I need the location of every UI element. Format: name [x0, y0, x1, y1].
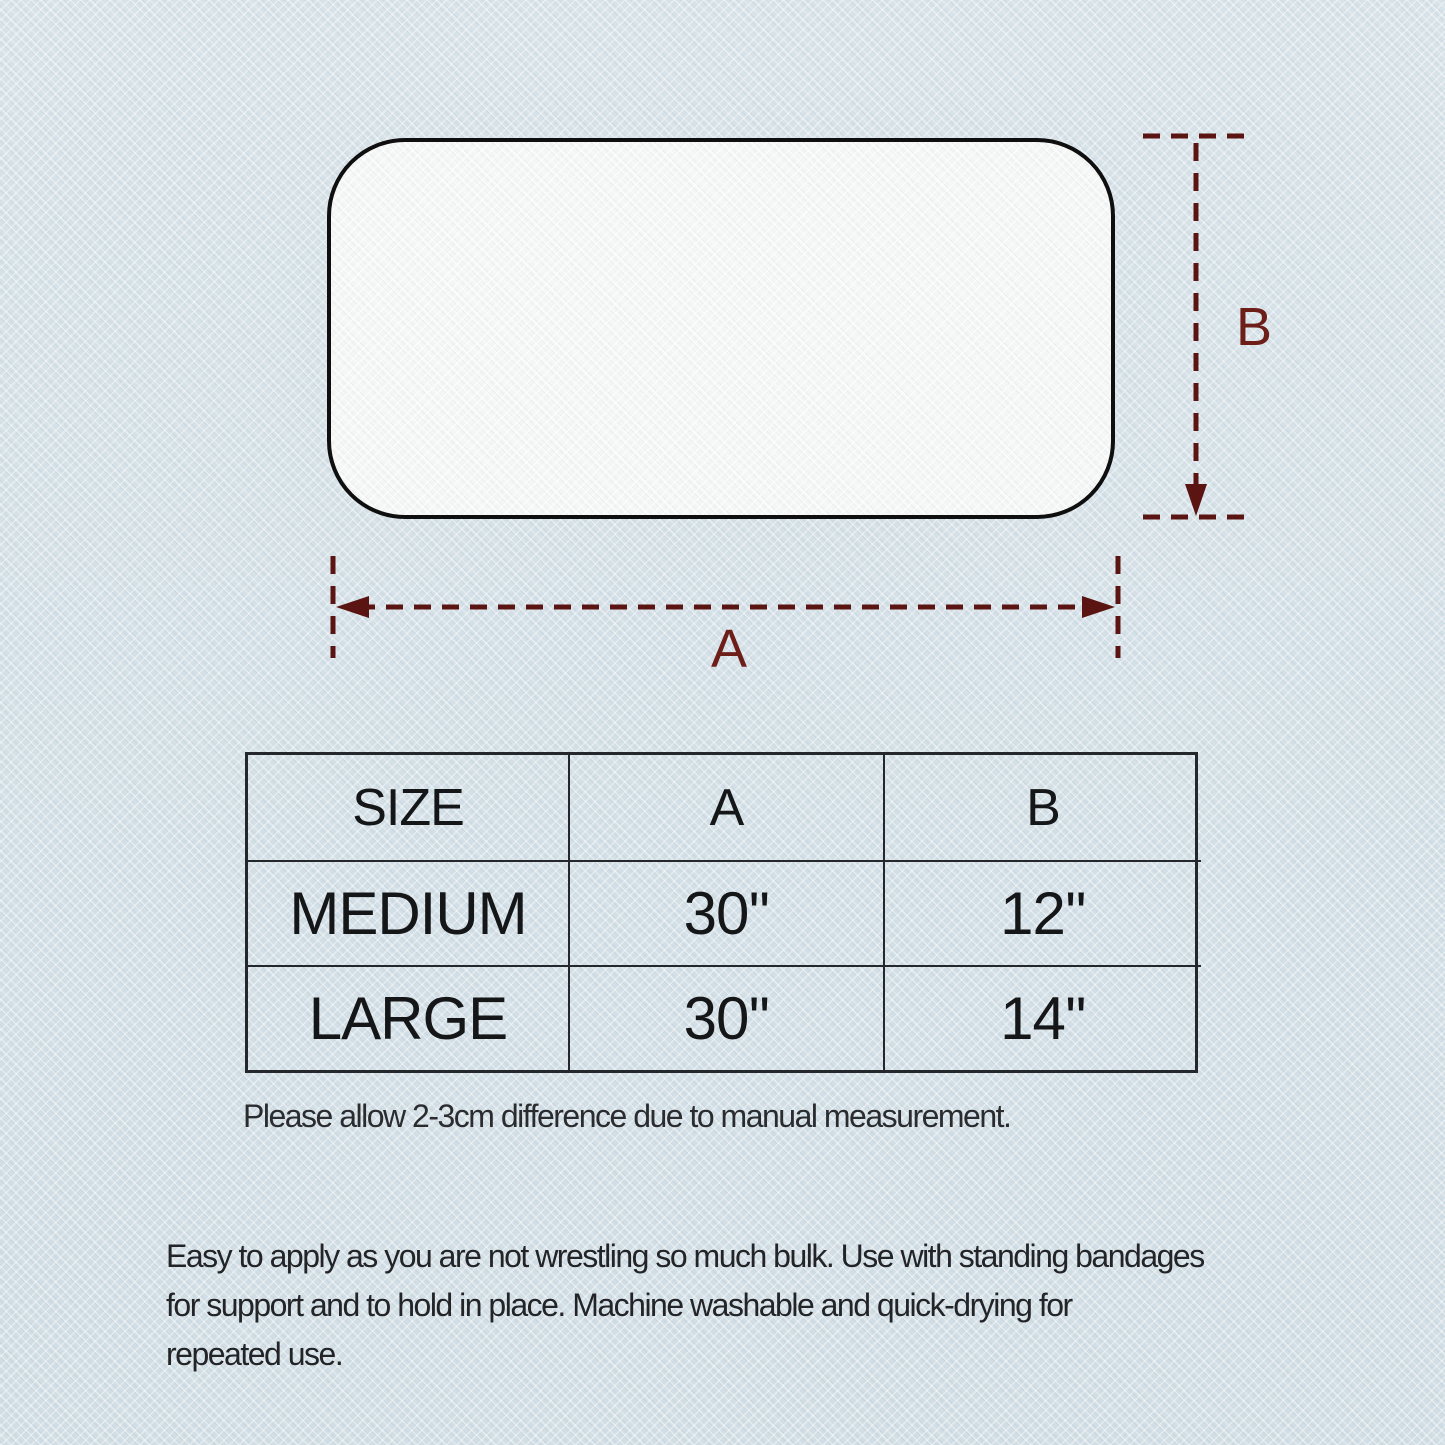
size-table-header-b: B: [883, 755, 1201, 860]
size-table-header-size: SIZE: [352, 778, 464, 837]
measurement-note: Please allow 2-3cm difference due to manual measurement.: [243, 1098, 1011, 1134]
size-table-cell-large-b: 14'': [883, 965, 1201, 1070]
size-table-cell-medium-a: 30'': [568, 860, 883, 965]
description-line: Easy to apply as you are not wrestling so much bulk. Use with standing bandages: [166, 1238, 1204, 1274]
dim-label-b: B: [1235, 297, 1273, 357]
dim-a-arrowhead-left: [336, 596, 369, 618]
product-description: [166, 1232, 1204, 1379]
description-line: repeated use.: [166, 1336, 343, 1372]
size-table-header-a: A: [568, 755, 883, 860]
dim-label-a: A: [710, 619, 748, 679]
size-table-cell-large: LARGE: [248, 965, 568, 1070]
description-line: for support and to hold in place. Machine washable and quick-drying for: [166, 1287, 1072, 1323]
product-pad-outline: [327, 138, 1115, 519]
size-table-cell-medium: MEDIUM: [248, 860, 568, 965]
size-table-cell-large-a: 30'': [568, 965, 883, 1070]
dim-a-arrowhead-right: [1082, 596, 1115, 618]
size-table-cell-medium-b: 12'': [883, 860, 1201, 965]
size-table: [245, 752, 1198, 1073]
dim-b-arrowhead-down: [1185, 484, 1207, 516]
